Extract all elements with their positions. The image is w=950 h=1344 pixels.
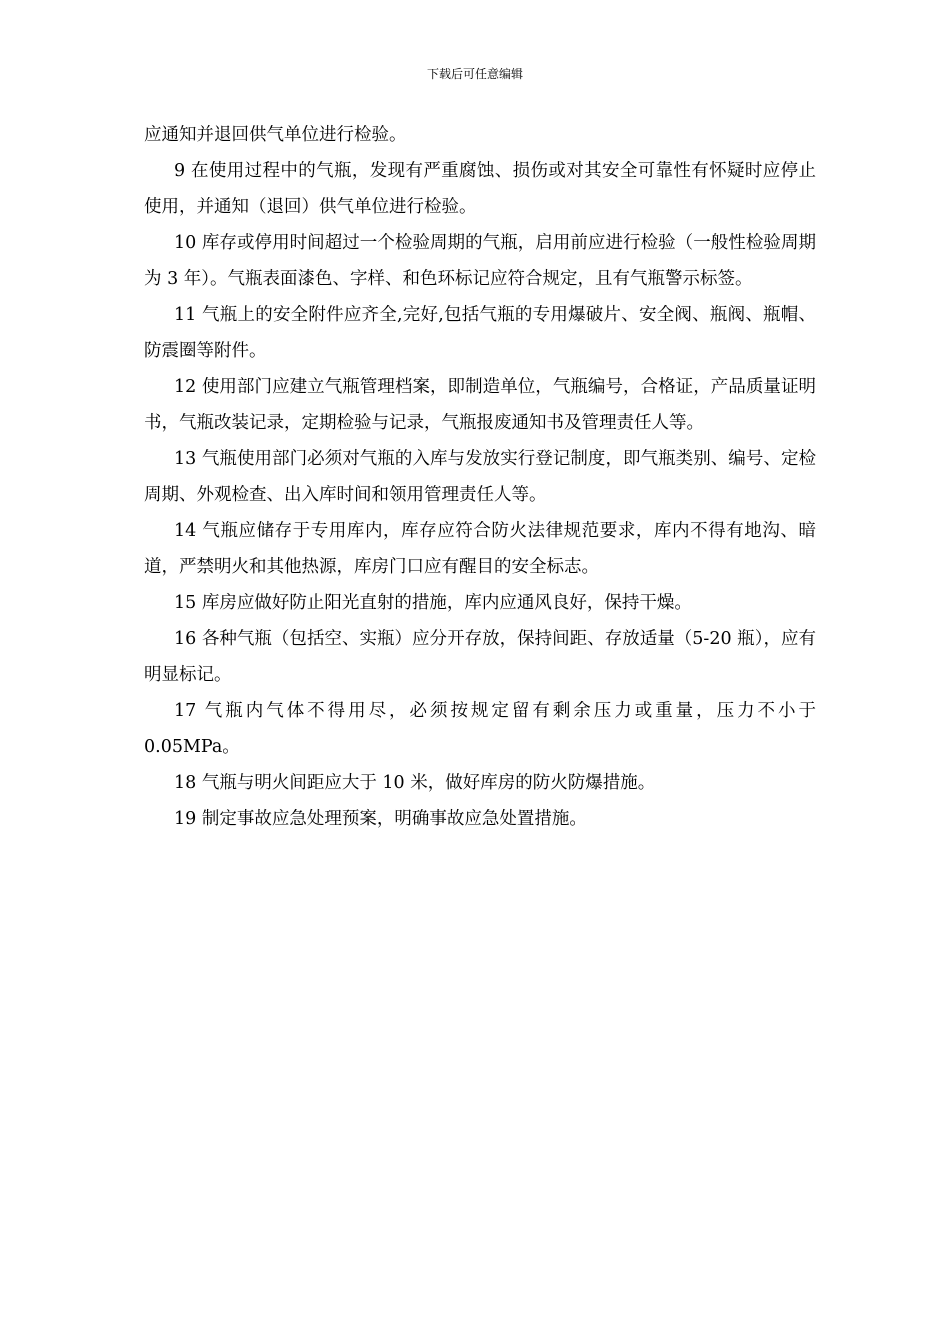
paragraph-item-10: 10 库存或停用时间超过一个检验周期的气瓶，启用前应进行检验（一般性检验周期为 3 年）。气瓶表面漆色、字样、和色环标记应符合规定，且有气瓶警示标签。 <box>144 233 816 289</box>
paragraph-item-9: 9 在使用过程中的气瓶，发现有严重腐蚀、损伤或对其安全可靠性有怀疑时应停止使用，并通知（退回）供气单位进行检验。 <box>144 161 816 217</box>
paragraph-item-19: 19 制定事故应急处理预案，明确事故应急处置措施。 <box>174 809 587 829</box>
paragraph-item-12: 12 使用部门应建立气瓶管理档案，即制造单位，气瓶编号，合格证，产品质量证明书，气瓶改装记录，定期检验与记录，气瓶报废通知书及管理责任人等。 <box>144 377 816 433</box>
paragraph-item-18: 18 气瓶与明火间距应大于 10 米，做好库房的防火防爆措施。 <box>174 773 656 793</box>
page-header: 下载后可任意编辑 <box>426 67 523 81</box>
document-body <box>144 117 816 837</box>
paragraph-continuation: 应通知并退回供气单位进行检验。 <box>144 125 407 145</box>
paragraph-item-14: 14 气瓶应储存于专用库内，库存应符合防火法律规范要求，库内不得有地沟、暗道，严禁明火和其他热源，库房门口应有醒目的安全标志。 <box>144 521 816 577</box>
paragraph-item-11: 11 气瓶上的安全附件应齐全,完好,包括气瓶的专用爆破片、安全阀、瓶阀、瓶帽、防震圈等附件。 <box>144 305 816 361</box>
paragraph-item-17: 17 气瓶内气体不得用尽，必须按规定留有剩余压力或重量，压力不小于 0.05MPa。 <box>144 701 816 757</box>
paragraph-item-13: 13 气瓶使用部门必须对气瓶的入库与发放实行登记制度，即气瓶类别、编号、定检周期、外观检查、出入库时间和领用管理责任人等。 <box>144 449 816 505</box>
paragraph-item-15: 15 库房应做好防止阳光直射的措施，库内应通风良好，保持干燥。 <box>174 593 692 613</box>
paragraph-item-16: 16 各种气瓶（包括空、实瓶）应分开存放，保持间距、存放适量（5-20 瓶），应有明显标记。 <box>144 629 816 685</box>
